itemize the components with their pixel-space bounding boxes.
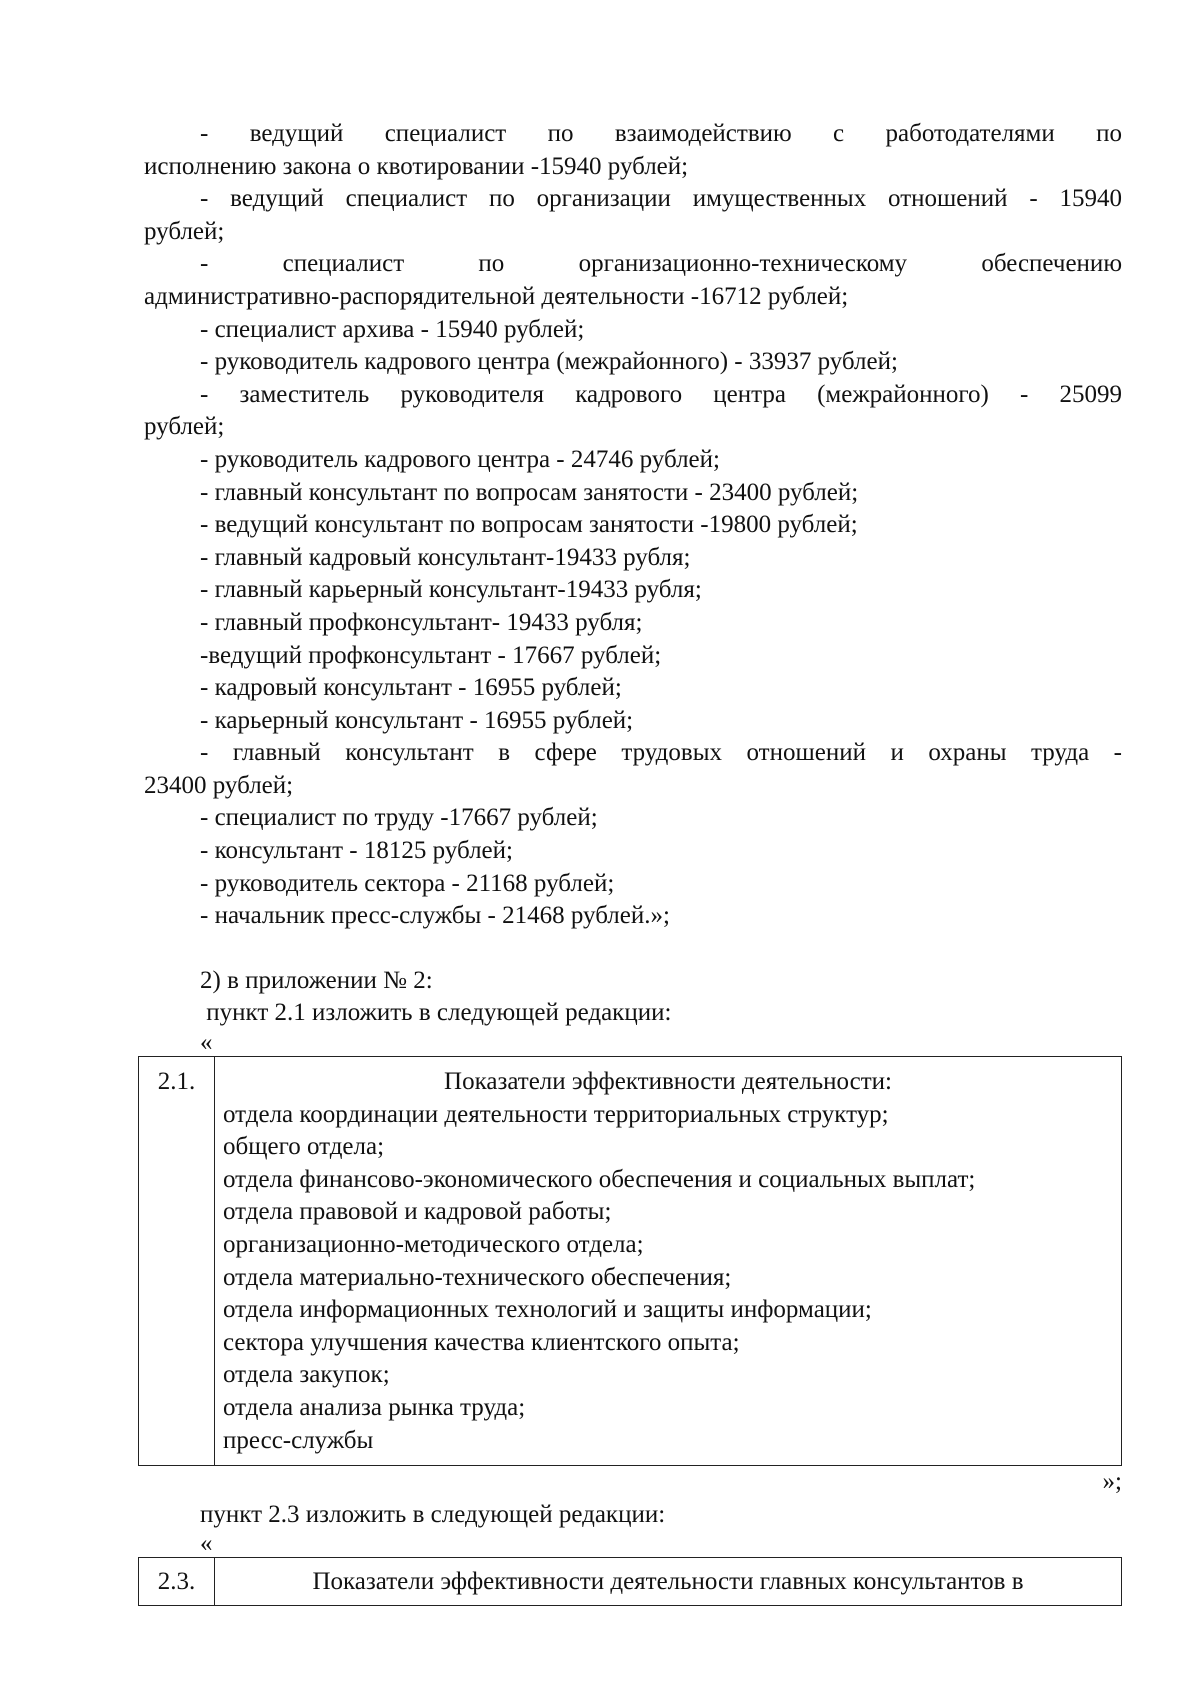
- paragraph-line: - руководитель кадрового центра (межрайонного) - 33937 рублей;: [200, 348, 898, 376]
- clause-table-2-3: [138, 1557, 1122, 1606]
- clause-body: [215, 1558, 1122, 1606]
- document-body: [144, 118, 1122, 1606]
- clause-table-2-1: [138, 1056, 1122, 1466]
- list-item: организационно-методического отдела;: [223, 1231, 644, 1258]
- table-row: [139, 1057, 1122, 1466]
- close-quote: »;: [1102, 1468, 1122, 1496]
- table-row: [139, 1558, 1122, 1606]
- paragraph-line: рублей;: [144, 413, 225, 441]
- paragraph-line: - кадровый консультант - 16955 рублей;: [200, 674, 622, 702]
- paragraph-line: - ведущий консультант по вопросам занятости -19800 рублей;: [200, 511, 858, 539]
- paragraph-line: -ведущий профконсультант - 17667 рублей;: [200, 641, 662, 669]
- paragraph-line: - ведущий специалист по организации имущественных отношений - 15940: [200, 185, 1122, 213]
- paragraph-line: - главный консультант в сфере трудовых отношений и охраны труда -: [200, 739, 1122, 767]
- clause-number: 2.1.: [139, 1057, 215, 1466]
- list-item: сектора улучшения качества клиентского опыта;: [223, 1328, 740, 1356]
- paragraph-line: - специалист архива - 15940 рублей;: [200, 315, 585, 343]
- paragraph-line: - начальник пресс-службы - 21468 рублей.»;: [200, 902, 670, 930]
- paragraph-line: - главный карьерный консультант-19433 рубля;: [200, 576, 702, 604]
- paragraph-line: - специалист по труду -17667 рублей;: [200, 804, 598, 832]
- clause-number: 2.3.: [139, 1558, 215, 1606]
- paragraph-line: - ведущий специалист по взаимодействию с работодателями по: [200, 120, 1122, 147]
- paragraph-line: - специалист по организационно-техническому обеспечению: [200, 250, 1122, 278]
- paragraph-line: - консультант - 18125 рублей;: [200, 837, 513, 865]
- paragraph-line: - главный профконсультант- 19433 рубля;: [200, 608, 643, 636]
- list-item: пресс-службы: [223, 1426, 374, 1454]
- list-item: отдела закупок;: [223, 1361, 390, 1389]
- list-item: отдела информационных технологий и защиты информации;: [223, 1296, 872, 1324]
- paragraph-line: - главный кадровый консультант-19433 рубля;: [200, 543, 691, 571]
- paragraph-line: пункт 2.1 изложить в следующей редакции:: [200, 999, 672, 1027]
- open-quote: «: [200, 1530, 213, 1558]
- list-item: отдела материально-технического обеспечения;: [223, 1263, 732, 1291]
- paragraph-line: 2) в приложении № 2:: [200, 966, 433, 994]
- list-item: общего отдела;: [223, 1133, 385, 1161]
- paragraph-line: - заместитель руководителя кадрового центра (межрайонного) - 25099: [200, 380, 1122, 408]
- list-item: отдела финансово-экономического обеспечения и социальных выплат;: [223, 1165, 976, 1193]
- paragraph-line: административно-распорядительной деятельности -16712 рублей;: [144, 282, 849, 310]
- paragraph-line: исполнению закона о квотировании -15940 рублей;: [144, 152, 689, 180]
- list-item: отдела анализа рынка труда;: [223, 1393, 526, 1421]
- clause-heading: Показатели эффективности деятельности:: [444, 1068, 892, 1096]
- paragraph-line: - карьерный консультант - 16955 рублей;: [200, 706, 634, 734]
- paragraph-line: рублей;: [144, 217, 225, 245]
- list-item: отдела правовой и кадровой работы;: [223, 1198, 612, 1226]
- paragraph-line: - руководитель кадрового центра - 24746 рублей;: [200, 445, 720, 473]
- clause-body: [215, 1057, 1122, 1466]
- open-quote: «: [200, 1029, 213, 1057]
- paragraph-gap: [144, 933, 1122, 965]
- paragraph-line: пункт 2.3 изложить в следующей редакции:: [200, 1500, 666, 1528]
- paragraph-line: 23400 рублей;: [144, 771, 294, 799]
- paragraph-line: - руководитель сектора - 21168 рублей;: [200, 869, 615, 897]
- paragraph-line: - главный консультант по вопросам занятости - 23400 рублей;: [200, 478, 859, 506]
- list-item: отдела координации деятельности территориальных структур;: [223, 1100, 889, 1128]
- clause-heading: Показатели эффективности деятельности главных консультантов в: [312, 1568, 1024, 1596]
